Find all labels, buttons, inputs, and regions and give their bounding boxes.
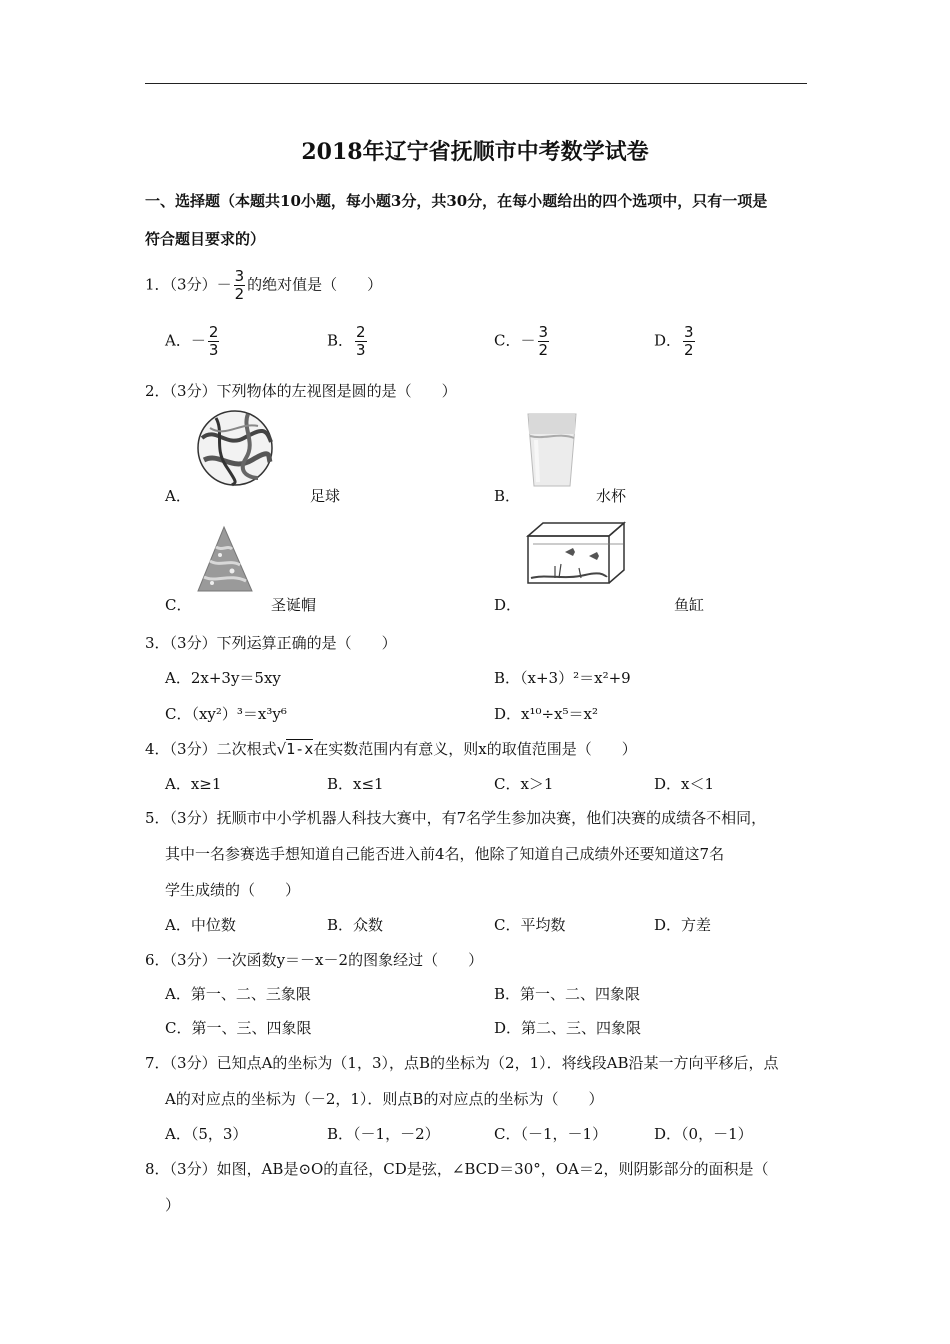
question-8-line2: ） bbox=[165, 1196, 181, 1214]
q2-option-d-label[interactable]: D． bbox=[494, 596, 522, 614]
fraction-num: 2 bbox=[356, 323, 366, 341]
question-8-line1: 8．（3分）如图，AB是⊙O的直径，CD是弦，∠BCD＝30°，OA＝2，则阴影部分的面积是（ bbox=[145, 1160, 769, 1178]
q1-option-a[interactable] bbox=[165, 324, 221, 359]
q3-option-d[interactable]: D．x¹⁰÷x⁵＝x² bbox=[494, 705, 599, 723]
fraction-num: 2 bbox=[208, 323, 219, 341]
section-heading-line1: 一、选择题（本题共10小题，每小题3分，共30分，在每小题给出的四个选项中，只有一项是 bbox=[145, 192, 768, 210]
question-2: 2．（3分）下列物体的左视图是圆的是（ ） bbox=[145, 382, 457, 400]
q4-option-b[interactable]: B．x≤1 bbox=[327, 775, 384, 793]
soccer-ball-icon bbox=[196, 408, 274, 488]
question-1 bbox=[145, 268, 382, 303]
fish-tank-icon bbox=[525, 520, 627, 586]
q1-option-c[interactable] bbox=[494, 324, 551, 359]
q4-option-d[interactable]: D．x＜1 bbox=[654, 775, 715, 793]
q3-option-a[interactable]: A．2x+3y＝5xy bbox=[165, 669, 281, 687]
q1-fraction bbox=[234, 268, 246, 303]
q2-option-a-caption: 足球 bbox=[310, 487, 341, 505]
option-label: B． bbox=[327, 331, 354, 350]
q6-option-c[interactable]: C．第一、三、四象限 bbox=[165, 1019, 312, 1037]
fraction-num: 3 bbox=[684, 323, 694, 341]
q2-option-b-label[interactable]: B． bbox=[494, 487, 521, 505]
question-7-line1: 7．（3分）已知点A的坐标为（1，3），点B的坐标为（2，1）．将线段AB沿某一方向平移后，点 bbox=[145, 1054, 779, 1072]
option-label: A． bbox=[165, 331, 191, 350]
question-6: 6．（3分）一次函数y＝－x－2的图象经过（ ） bbox=[145, 951, 484, 969]
question-5-line3: 学生成绩的（ ） bbox=[165, 881, 301, 899]
question-5-line2: 其中一名参赛选手想知道自己能否进入前4名，他除了知道自己成绩外还要知道这7名 bbox=[165, 845, 725, 863]
christmas-hat-icon bbox=[196, 525, 254, 593]
q7-option-a[interactable]: A．（5，3） bbox=[165, 1125, 248, 1143]
header-rule bbox=[145, 83, 807, 84]
q4-option-a[interactable]: A．x≥1 bbox=[165, 775, 222, 793]
q5-option-c[interactable]: C．平均数 bbox=[494, 916, 566, 934]
q4-option-c[interactable]: C．x＞1 bbox=[494, 775, 554, 793]
option-sign: － bbox=[520, 331, 536, 350]
q4-prefix: 4．（3分）二次根式 bbox=[145, 740, 277, 758]
q2-option-c-caption: 圣诞帽 bbox=[271, 596, 317, 614]
question-3: 3．（3分）下列运算正确的是（ ） bbox=[145, 634, 397, 652]
q1-num: 3 bbox=[234, 267, 245, 285]
q7-option-c[interactable]: C．（－1，－1） bbox=[494, 1125, 608, 1143]
q1-prefix: 1．（3分）－ bbox=[145, 275, 232, 294]
q6-option-b[interactable]: B．第一、二、四象限 bbox=[494, 985, 641, 1003]
q7-option-d[interactable]: D．（0，－1） bbox=[654, 1125, 753, 1143]
q4-suffix: 在实数范围内有意义，则x的取值范围是（ ） bbox=[313, 740, 637, 758]
question-7-line2: A的对应点的坐标为（－2，1）．则点B的对应点的坐标为（ ） bbox=[165, 1090, 604, 1108]
option-fraction bbox=[683, 324, 695, 359]
q2-option-d-caption: 鱼缸 bbox=[674, 596, 705, 614]
q2-option-a-label[interactable]: A． bbox=[165, 487, 191, 505]
question-5-line1: 5．（3分）抚顺市中小学机器人科技大赛中，有7名学生参加决赛，他们决赛的成绩各不相同， bbox=[145, 809, 767, 827]
fraction-den: 2 bbox=[684, 341, 694, 359]
q4-radicand: 1-x bbox=[286, 740, 314, 758]
fraction-den: 3 bbox=[208, 341, 219, 359]
water-cup-icon bbox=[526, 410, 578, 488]
q5-option-d[interactable]: D．方差 bbox=[654, 916, 712, 934]
q7-option-b[interactable]: B．（－1，－2） bbox=[327, 1125, 440, 1143]
fraction-den: 3 bbox=[356, 341, 366, 359]
option-fraction bbox=[208, 324, 220, 359]
sqrt-symbol: √ bbox=[276, 740, 287, 758]
fraction-num: 3 bbox=[538, 323, 549, 341]
option-fraction bbox=[355, 324, 367, 359]
q1-option-d[interactable] bbox=[654, 324, 697, 359]
option-sign: － bbox=[190, 331, 206, 350]
page-title: 2018年辽宁省抚顺市中考数学试卷 bbox=[301, 139, 649, 165]
q3-option-b[interactable]: B．（x+3）²＝x²+9 bbox=[494, 669, 631, 687]
question-4 bbox=[145, 738, 637, 759]
option-label: C． bbox=[494, 331, 521, 350]
option-label: D． bbox=[654, 331, 682, 350]
q1-option-b[interactable] bbox=[327, 324, 369, 359]
q6-option-a[interactable]: A．第一、二、三象限 bbox=[165, 985, 311, 1003]
option-fraction bbox=[538, 324, 550, 359]
q1-suffix: 的绝对值是（ ） bbox=[247, 275, 383, 294]
q2-option-c-label[interactable]: C． bbox=[165, 596, 192, 614]
q1-den: 2 bbox=[234, 285, 245, 303]
q3-option-c[interactable]: C．（xy²）³＝x³y⁶ bbox=[165, 705, 287, 723]
q6-option-d[interactable]: D．第二、三、四象限 bbox=[494, 1019, 642, 1037]
q5-option-b[interactable]: B．众数 bbox=[327, 916, 384, 934]
q2-option-b-caption: 水杯 bbox=[596, 487, 627, 505]
section-heading-line2: 符合题目要求的） bbox=[145, 230, 266, 248]
q5-option-a[interactable]: A．中位数 bbox=[165, 916, 236, 934]
fraction-den: 2 bbox=[538, 341, 549, 359]
